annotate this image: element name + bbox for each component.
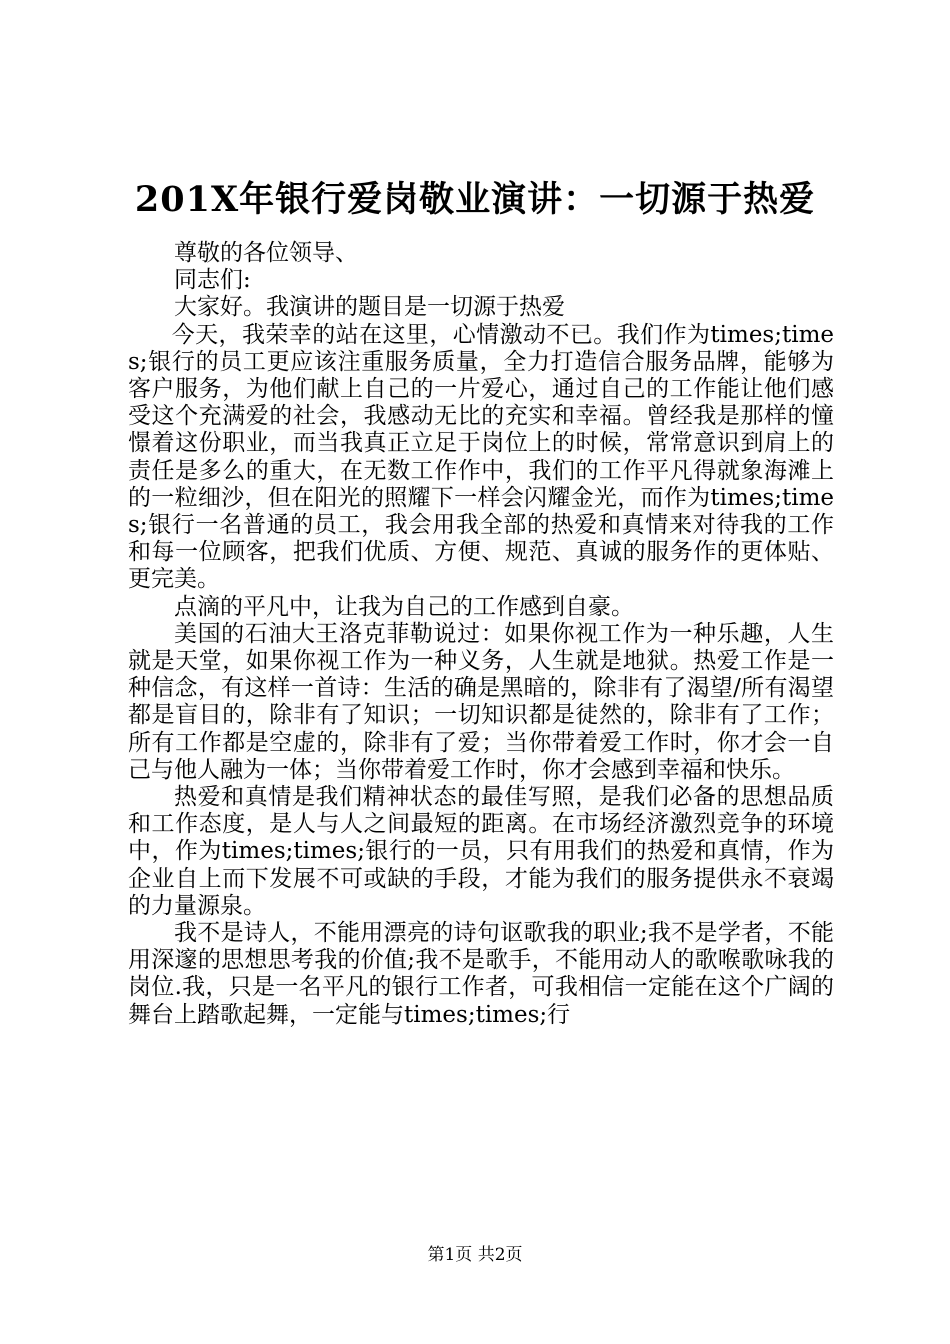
paragraph-2: 点滴的平凡中，让我为自己的工作感到自豪。 bbox=[174, 593, 634, 620]
paragraph-3: 美国的石油大王洛克菲勒说过：如果你视工作为一种乐趣，人生就是天堂，如果你视工作为一种义务，人生就是地狱。热爱工作是一种信念，有这样一首诗：生活的确是黑暗的，除非有了渴望/所有渴望都是盲目的，除非有了知识；一切知识都是徒然的，除非有了工作；所有工作都是空虚的，除非有了爱；当你带着爱工作时，你才会一自己与他人融为一体；当你带着爱工作时，你才会感到幸福和快乐。 bbox=[128, 620, 834, 783]
document-body bbox=[128, 240, 834, 1029]
paragraph-salutation: 尊敬的各位领导、 bbox=[174, 240, 358, 266]
paragraph-4: 热爱和真情是我们精神状态的最佳写照，是我们必备的思想品质和工作态度，是人与人之间最短的距离。在市场经济激烈竞争的环境中，作为times;times;银行的一员，只有用我们的热爱和真情，作为企业自上而下发展不可或缺的手段，才能为我们的服务提供永不衰竭的力量源泉。 bbox=[128, 784, 834, 919]
paragraph-5: 我不是诗人，不能用漂亮的诗句讴歌我的职业;我不是学者，不能用深邃的思想思考我的价值;我不是歌手，不能用动人的歌喉歌咏我的岗位.我，只是一名平凡的银行工作者，可我相信一定能在这个广阔的舞台上踏歌起舞，一定能与times;times;行 bbox=[128, 920, 834, 1028]
page-footer: 第1页 共2页 bbox=[427, 1245, 523, 1265]
document-title: 201X年银行爱岗敬业演讲：一切源于热爱 bbox=[134, 179, 816, 220]
paragraph-greeting: 大家好。我演讲的题目是一切源于热爱 bbox=[174, 294, 565, 321]
paragraph-1: 今天，我荣幸的站在这里，心情激动不已。我们作为times;times;银行的员工更应该注重服务质量，全力打造信合服务品牌，能够为客户服务，为他们献上自己的一片爱心，通过自己的工作能让他们感受这个充满爱的社会，我感动无比的充实和幸福。曾经我是那样的憧憬着这份职业，而当我真正立足于岗位上的时候，常常意识到肩上的责任是多么的重大，在无数工作作中，我们的工作平凡得就象海滩上的一粒细沙，但在阳光的照耀下一样会闪耀金光，而作为times;times;银行一名普通的员工，我会用我全部的热爱和真情来对待我的工作和每一位顾客，把我们优质、方便、规范、真诚的服务作的更体贴、更完美。 bbox=[128, 321, 834, 593]
paragraph-salutation-2: 同志们: bbox=[174, 267, 251, 294]
